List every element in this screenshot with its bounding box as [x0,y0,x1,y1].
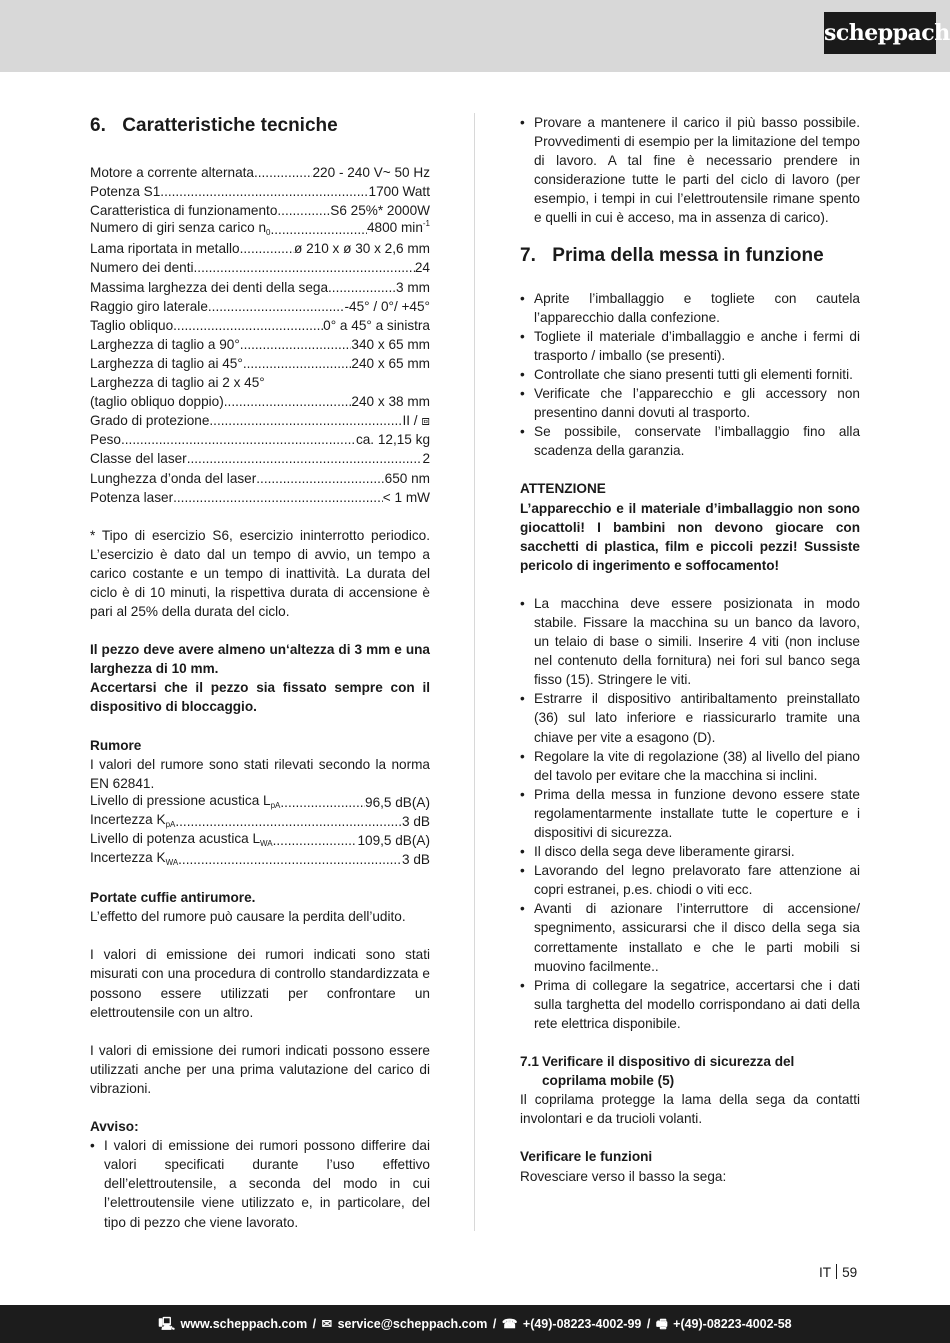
spec-row: Caratteristica di funzionamento ..... S6 25%* 2000W [90,201,430,220]
spec-row: Numero dei denti ..... 24 [90,258,430,277]
list-item: • Avanti di azionare l’interruttore di accensione/ spegnimento, assicurarsi che il disco della sega sia correttamente installato e che le parti mobili si muovino facilmente.. [520,899,860,975]
phone-number: +(49)-08223-4002-99 [522,1317,642,1331]
section-heading-7: 7. Prima della messa in funzione [520,244,824,266]
spec-list [90,163,430,507]
bullet-list [520,289,860,461]
bold-note: Il pezzo deve avere almeno un‘altezza di 3 mm e una larghezza di 10 mm. [90,642,430,677]
spec-row: Larghezza di taglio a 90° ..... 340 x 65 mm [90,335,430,354]
spec-row: Motore a corrente alternata ..... 220 - 240 V~ 50 Hz [90,163,430,182]
list-item: • I valori di emissione dei rumori possono differire dai valori specificati durante l’uso effettivo dell’elettroutensile, a seconda del modo in cui l’elettroutensile viene utilizzato e, in particolare, del tipo di pezzo che viene lavorato. [90,1136,430,1231]
bullet-list [520,594,860,1033]
spec-row: Massima larghezza dei denti della sega ..... 3 mm [90,278,430,297]
fax-icon: 🖷 [655,1317,668,1331]
list-item: • Il disco della sega deve liberamente girarsi. [520,842,860,861]
footnote: * Tipo di esercizio S6, esercizio ininterrotto periodico. L’esercizio è dato dal un tempo di avvio, un tempo a carico costante e un tempo di inattività. La durata del ciclo è di 10 minuti, la rispettiva durata di accensione è pari al 25% della durata del ciclo. [90,527,430,620]
spec-row: (taglio obliquo doppio) ..... 240 x 38 mm [90,392,430,411]
list-item: • Verificate che l’apparecchio e gli accessory non presentino danni dovuti al trasporto. [520,384,860,422]
section-heading-6: 6. Caratteristiche tecniche [90,115,338,136]
list-item: • Lavorando del legno prelavorato fare attenzione ai copri estranei, p.es. chiodi o viti ecc. [520,861,860,899]
spec-label: Larghezza di taglio ai 2 x 45° [90,375,265,391]
list-item: • Provare a mantenere il carico il più basso possibile. Provvedimenti di esempio per la limitazione del tempo di lavoro. A tal fine è necessario prendere in considerazione tutte le parti del ciclo di lavoro (per esempio, i tempi in cui l’elettroutensile rimane spento e quelli in cui è acceso, ma in assenza di carico). [520,113,860,228]
check-heading: Verificare le funzioni [520,1149,653,1165]
spec-row: Grado di protezione ..... II / ⧈ [90,411,430,430]
list-item: • Togliete il materiale d’imballaggio e anche i fermi di trasporto / imballo (se presenti). [520,327,860,365]
ear-protection-heading: Portate cuffie antirumore. [90,890,256,906]
spec-row: Lama riportata in metallo ..... ø 210 x ø 30 x 2,6 mm [90,239,430,258]
computer-icon: 🖳 [158,1317,176,1331]
spec-row: Potenza laser ..... < 1 mW [90,488,430,507]
warning-heading: Avviso: [90,1119,139,1135]
spec-row: Peso ..... ca. 12,15 kg [90,430,430,449]
ear-protection-text: L’effetto del rumore può causare la perdita dell’udito. [90,909,406,925]
spec-row: Numero di giri senza carico $n_0$ ..... 4800 $\min^{-1}$ [90,220,430,239]
spec-row: Raggio giro laterale ..... -45° / 0°/ +45° [90,297,430,316]
attention-heading: ATTENZIONE [520,481,606,497]
list-item: • Aprite l’imballaggio e togliete con cautela l’apparecchio dalla confezione. [520,289,860,327]
noise-row: Incertezza $K_{pA}$ ..... 3 dB [90,812,430,831]
noise-intro: I valori del rumore sono stati rilevati secondo la norma EN 62841. [90,756,430,791]
list-item: • Prima di collegare la segatrice, accertarsi che i dati sulla targhetta del modello corrispondano ai dati della rete elettrica disponibile. [520,976,860,1033]
warning-list [90,1136,430,1231]
paragraph: I valori di emissione dei rumori indicati possono essere utilizzati anche per una prima valutazione del carico di vibrazioni. [90,1042,430,1096]
attention-text: L’apparecchio e il materiale d’imballaggio non sono giocattoli! I bambini non devono giocare con sacchetti di plastica, film e piccoli pezzi! Sussiste pericolo di ingerimento e soffocamento! [520,500,860,573]
noise-row: Livello di potenza acustica $L_{WA}$ ..... 109,5 dB(A) [90,831,430,850]
subsection-heading: 7.1 Verificare il dispositivo di sicurezza del coprilama mobile (5) [520,1054,795,1089]
spec-row: Taglio obliquo ..... 0° a 45° a sinistra [90,316,430,335]
list-item: • Prima della messa in funzione devono essere state regolamentarmente installate tutte le coperture e i dispositivi di sicurezza. [520,785,860,842]
noise-heading: Rumore [90,737,142,753]
list-item: • Controllate che siano presenti tutti gli elementi forniti. [520,365,860,384]
paragraph: I valori di emissione dei rumori indicati sono stati misurati con una procedura di controllo standardizzata e possono essere utilizzati per confrontare un elettroutensile con un altro. [90,947,430,1020]
contact-bar: 🖳 www.scheppach.com / ✉ service@scheppach.com / ☎ +(49)-08223-4002-99 / 🖷 +(49)-08223-4002-58 [0,1305,950,1343]
spec-row: Classe del laser ..... 2 [90,449,430,468]
list-item: • La macchina deve essere posizionata in modo stabile. Fissare la macchina su un banco da lavoro, un telaio di base o simili. Inserire 4 viti (non incluse nel contenuto della fornitura) nei fori sul banco sega fisso (15). Stringere le viti. [520,594,860,689]
list-item: • Regolare la vite di regolazione (38) al livello del piano del tavolo per evitare che la macchina si inclini. [520,747,860,785]
column-divider [474,113,475,1231]
spec-row: Larghezza di taglio ai 45° ..... 240 x 65 mm [90,354,430,373]
spec-row: Potenza S1 ..... 1700 Watt [90,182,430,201]
phone-icon: ☎ [501,1317,518,1331]
page-number: IT 59 [819,1265,858,1280]
check-text: Rovesciare verso il basso la sega: [520,1168,727,1184]
noise-row: Livello di pressione acustica $L_{pA}$ ..... 96,5 dB(A) [90,793,430,812]
list-item: • Estrarre il dispositivo antiribaltamento preinstallato (36) sul lato inferiore e riassicurarlo tramite una chiave per vite a esagono (D). [520,689,860,746]
spec-row: Lunghezza d’onda del laser ..... 650 nm [90,469,430,488]
header-bar [0,0,950,72]
right-column [520,113,860,1186]
scheppach-logo: scheppach [824,12,936,54]
website-link[interactable]: www.scheppach.com [180,1317,308,1331]
email-link[interactable]: service@scheppach.com [337,1317,488,1331]
bold-note: Accertarsi che il pezzo sia fissato sempre con il dispositivo di bloccaggio. [90,680,430,715]
envelope-icon: ✉ [321,1317,333,1331]
list-item: • Se possibile, conservate l’imballaggio fino alla scadenza della garanzia. [520,422,860,460]
fax-number: +(49)-08223-4002-58 [673,1317,792,1331]
left-column [90,113,430,1232]
noise-row: Incertezza $K_{WA}$ ..... 3 dB [90,850,430,869]
subsection-text: Il coprilama protegge la lama della sega da contatti involontari e da trucioli volanti. [520,1092,860,1127]
bullet-list [520,113,860,228]
